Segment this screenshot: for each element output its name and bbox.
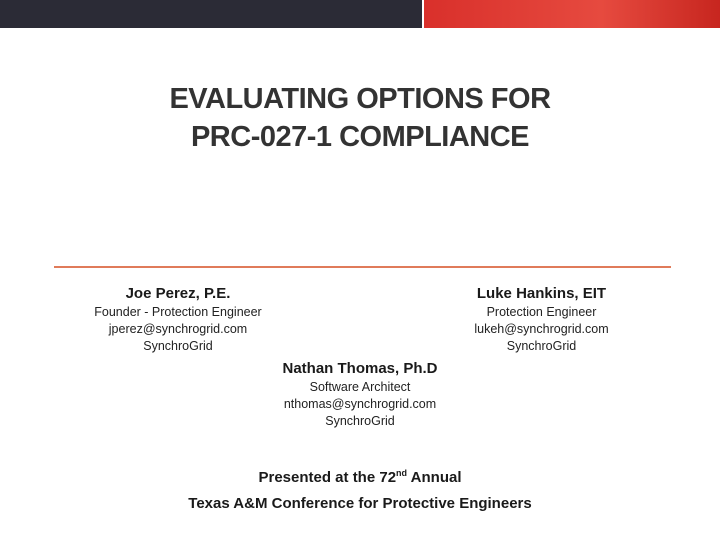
author-email: jperez@synchrogrid.com [108,322,248,336]
author-name: Joe Perez, P.E. [125,285,231,302]
author-role: Protection Engineer [486,305,597,319]
slide-title [0,80,720,156]
author-role: Founder - Protection Engineer [94,305,262,319]
slide-title-line-2: PRC-027-1 COMPLIANCE [190,121,530,153]
author-company: SynchroGrid [325,414,395,428]
presented-prefix: Presented at the 72 [258,469,397,486]
author-company: SynchroGrid [506,339,577,353]
presented-at [0,465,720,517]
presented-line-1 [0,465,720,491]
author-nathan-thomas [230,359,490,430]
author-joe-perez [58,284,298,355]
author-name: Nathan Thomas, Ph.D [282,360,438,377]
author-name: Luke Hankins, EIT [476,285,607,302]
title-divider [54,266,671,268]
presented-suffix: Annual [407,469,462,486]
ordinal-suffix: nd [396,468,408,478]
slide-title-line-1: EVALUATING OPTIONS FOR [169,83,551,115]
author-role: Software Architect [309,380,411,394]
conference-name: Texas A&M Conference for Protective Engineers [188,495,532,512]
author-company: SynchroGrid [143,339,213,353]
author-email: lukeh@synchrogrid.com [474,322,609,336]
author-luke-hankins [420,284,663,355]
author-email: nthomas@synchrogrid.com [283,397,437,411]
header-bar-accent [424,0,720,28]
header-bar-dark [0,0,422,28]
